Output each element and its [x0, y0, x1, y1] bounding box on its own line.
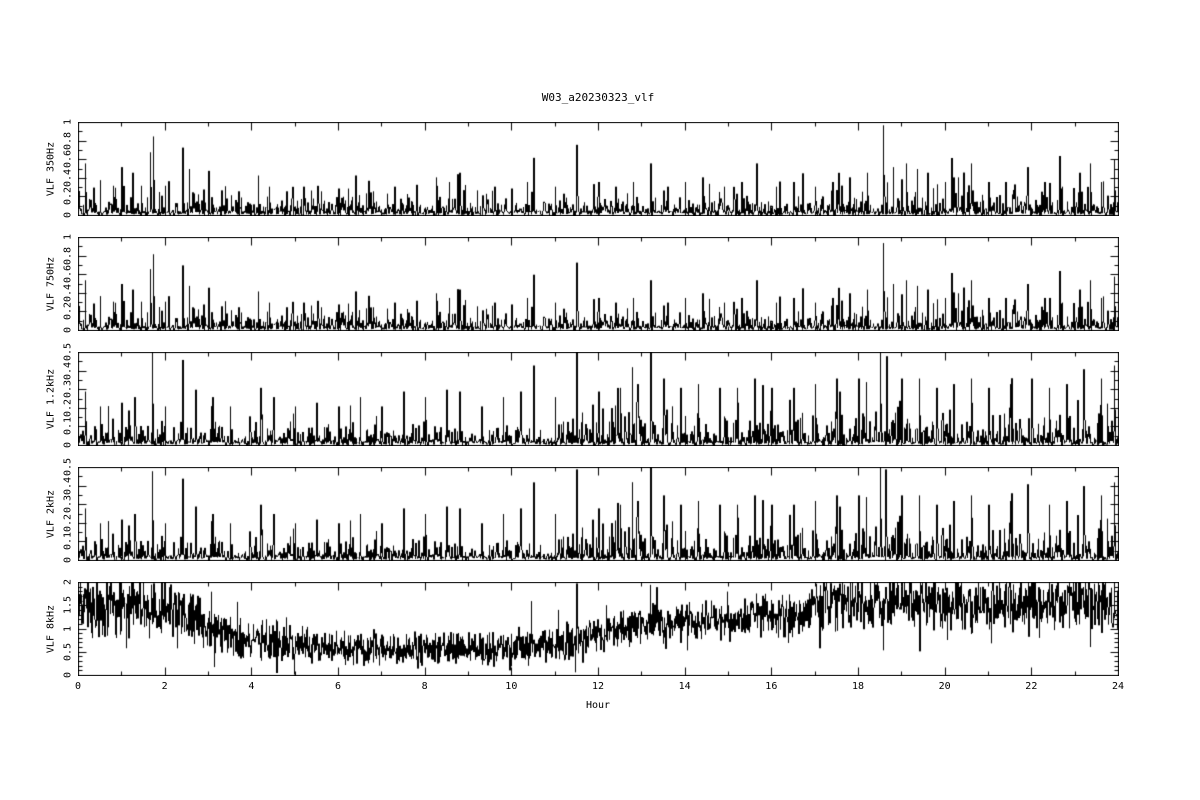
y-tick-label: 0.5	[62, 642, 74, 661]
y-tick-label: 0.4	[62, 361, 74, 380]
x-tick-label: 14	[678, 681, 691, 692]
y-tick-label: 0.3	[62, 495, 74, 514]
panel-vlf-2khz-canvas	[78, 467, 1119, 561]
y-tick-label: 0.6	[62, 150, 74, 169]
y-axis-label-750hz: VLF 750Hz	[45, 256, 57, 311]
panel-vlf-350hz-canvas	[78, 122, 1119, 216]
y-tick-label: 0.3	[62, 380, 74, 399]
panel-vlf-1-2khz-canvas	[78, 352, 1119, 446]
panel-vlf-8khz-canvas	[78, 582, 1119, 676]
y-tick-label: 0.2	[62, 302, 74, 321]
x-tick-label: 18	[851, 681, 865, 692]
x-tick-label: 8	[421, 681, 428, 692]
x-tick-label: 24	[1111, 681, 1125, 692]
x-tick-label: 4	[248, 681, 255, 692]
y-axis-label-350hz: VLF 350Hz	[45, 141, 57, 196]
y-tick-label: 0.4	[62, 476, 74, 495]
y-tick-label: 0.2	[62, 513, 74, 532]
y-tick-label: 0.5	[62, 457, 74, 477]
x-tick-label: 0	[74, 681, 82, 692]
x-tick-label: 2	[161, 681, 168, 692]
y-tick-label: 0.4	[62, 168, 74, 187]
x-tick-label: 12	[591, 681, 605, 692]
y-tick-label: 1.5	[62, 596, 74, 615]
y-tick-label: 0.2	[62, 187, 74, 206]
panel-vlf-750hz-canvas	[78, 237, 1119, 331]
y-tick-label: 0.8	[62, 131, 74, 150]
y-tick-label: 0.5	[62, 342, 74, 362]
y-tick-label: 0	[62, 556, 74, 564]
y-tick-label: 0.2	[62, 398, 74, 417]
figure-title: W03_a20230323_vlf	[541, 91, 655, 104]
y-axis-label-8khz: VLF 8kHz	[45, 604, 57, 653]
y-tick-label: 2	[62, 578, 74, 586]
y-axis-label-1-2khz: VLF 1.2kHz	[45, 368, 57, 429]
y-tick-label: 1	[62, 233, 74, 241]
x-axis-label: Hour	[585, 700, 611, 711]
x-tick-label: 16	[765, 681, 778, 692]
y-tick-label: 0.4	[62, 283, 74, 302]
y-tick-label: 1	[62, 625, 74, 632]
x-tick-label: 10	[505, 681, 518, 692]
y-axis-label-2khz: VLF 2kHz	[45, 489, 57, 538]
y-tick-label: 0.1	[62, 417, 74, 436]
y-tick-label: 1	[62, 118, 74, 126]
y-tick-label: 0	[62, 211, 74, 219]
x-tick-label: 22	[1025, 681, 1038, 692]
y-tick-label: 0	[62, 441, 74, 449]
y-tick-label: 0.8	[62, 246, 74, 265]
y-tick-label: 0.6	[62, 265, 74, 284]
x-tick-label: 6	[334, 681, 342, 692]
y-tick-label: 0.1	[62, 532, 74, 551]
x-tick-label: 20	[938, 681, 951, 692]
y-tick-label: 0	[62, 671, 74, 679]
y-tick-label: 0	[62, 326, 74, 334]
